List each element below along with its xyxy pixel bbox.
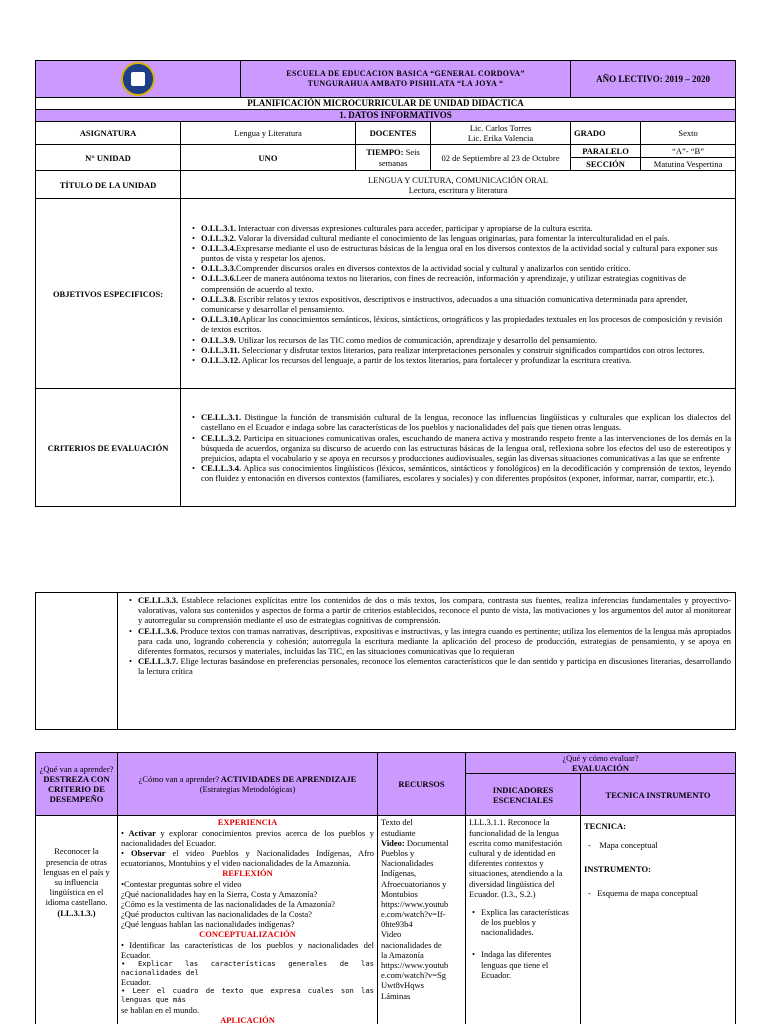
- indicadores-header: INDICADORES ESCENCIALES: [466, 774, 581, 816]
- criterios-list: [189, 412, 731, 483]
- fechas-value: 02 de Septiembre al 23 de Octubre: [431, 144, 571, 170]
- conceptualizacion-heading: CONCEPTUALIZACIÓN: [199, 929, 296, 940]
- objetivo-item: • O.LL.3.6.Leer de manera autónoma textos no literarios, con fines de recreación, información y aprendizaje, y utilizar estrategias cognitivas de comprensión de acuerdo al texto.: [201, 273, 731, 293]
- recursos-header: RECURSOS: [378, 753, 466, 816]
- paralelo-label: PARALELO: [571, 144, 641, 157]
- section-title: 1. DATOS INFORMATIVOS: [36, 109, 736, 121]
- tecnica-cell: TECNICA: - Mapa conceptual INSTRUMENTO: - Esquema de mapa conceptual: [581, 816, 736, 1024]
- paralelo-value: “A”- “B”: [641, 144, 736, 157]
- objetivos-list-cell: [181, 199, 736, 389]
- seccion-value: Matutina Vespertina: [641, 158, 736, 171]
- objetivo-item: • O.LL.3.1. Interactuar con diversas expresiones culturales para acceder, participar y apropiarse de la cultura escrita.: [201, 223, 731, 233]
- school-name: ESCUELA DE EDUCACION BASICA “GENERAL CORDOVA”: [286, 69, 525, 79]
- asignatura-value: Lengua y Literatura: [181, 121, 356, 144]
- criterio-item: • CE.LL.3.2. Participa en situaciones comunicativas orales, escuchando de manera activa y mostrando respeto frente a las intervenciones de los demás en la búsqueda de acuerdos, organiza su discurso de acuerdo con las estructuras básicas de la lengua oral, reflexiona sobre los efectos del uso de estereotipos y prejuicios, adapta el vocabulario y se apoya en recursos y producciones audiovisuales, según las diversas situaciones comunicativas a las que se enfrente: [201, 433, 731, 464]
- objetivos-label: OBJETIVOS ESPECIFICOS:: [36, 199, 181, 389]
- reflexion-question: •Contestar preguntas sobre el video: [121, 878, 242, 889]
- header-table: [35, 60, 736, 507]
- aplicacion-heading: APLICACIÓN: [220, 1014, 275, 1024]
- objetivo-item: • O.LL.3.3.Comprender discursos orales en diversos contextos de la actividad social y cultural y analizarlos con sentido crítico.: [201, 263, 731, 273]
- grado-value: Sexto: [641, 121, 736, 144]
- criterios-list-cell: [181, 389, 736, 507]
- actividades-header: ¿Cómo van a aprender? ACTIVIDADES DE APRENDIZAJE (Estrategias Metodológicas): [118, 753, 378, 816]
- tiempo-cell: TIEMPO: Seis semanas: [356, 144, 431, 170]
- destreza-header: ¿Qué van a aprender? DESTREZA CON CRITERIO DE DESEMPEÑO: [36, 753, 118, 816]
- unidad-value: UNO: [181, 144, 356, 170]
- objetivos-list: [189, 223, 731, 366]
- criterio-item: • CE.LL.3.4. Aplica sus conocimientos lingüísticos (léxicos, semánticos, sintácticos y fonológicos) en la decodificación y comprensión de textos, leyendo con fluidez y entonación en diversos contextos (familiares, escolares y sociales) y con diferentes propósitos (exponer, informar, narrar, compartir, etc.).: [201, 463, 731, 483]
- criterios-list-2: [126, 595, 731, 677]
- criterio-item: • CE.LL.3.1. Distingue la función de transmisión cultural de la lengua, reconoce las influencias lingüísticas y culturales que explican los dialectos del castellano en el Ecuador e indaga sobre las características de los pueblos y nacionalidades del país que tienen otras lenguas.: [201, 412, 731, 432]
- plan-table: [35, 752, 736, 1024]
- school-logo: [121, 62, 155, 96]
- titulo-label: TÍTULO DE LA UNIDAD: [36, 171, 181, 199]
- actividades-cell: EXPERIENCIA • Activar y explorar conocimientos previos acerca de los pueblos y nacionalidades del Ecuador. • Observar el video Pueblos y Nacionalidades Indígenas, Afro ecuatorianos, Montubios y el video nacionalidades de la Amazonía. REFLEXIÓN •Contestar preguntas sobre el video ¿Qué nacionalidades hay en la Sierra, Costa y Amazonía? ¿Cómo es la vestimenta de las nacionalidades de la Amazonía? ¿Qué productos cultivan las nacionalidades de la Costa? ¿Qué lenguas hablan las nacionalidades indígenas? CONCEPTUALIZACIÓN • Identificar las características de los pueblos y nacionalidades del Ecuador. • Explicar las características generales de las nacionalidades del Ecuador. • Leer el cuadro de texto que expresa cuales son las lenguas que más se hablan en el mundo. APLICACIÓN: [118, 816, 378, 1024]
- criterios-label: CRITERIOS DE EVALUACIÓN: [36, 389, 181, 507]
- school-logo-cell: [36, 61, 241, 98]
- objetivo-item: • O.LL.3.8. Escribir relatos y textos expositivos, descriptivos e instructivos, adecuados a una situación comunicativa determinada para aprender, comunicarse y desarrollar el pensamiento.: [201, 294, 731, 314]
- reflexion-heading: REFLEXIÓN: [222, 868, 273, 879]
- reflexion-question: ¿Cómo es la vestimenta de las nacionalidades de la Amazonía?: [121, 898, 336, 909]
- page-title: PLANIFICACIÓN MICROCURRICULAR DE UNIDAD DIDÁCTICA: [36, 98, 736, 110]
- indicadores-cell: I.LL.3.1.1. Reconoce la funcionalidad de la lengua escrita como manifestación cultural y de identidad en diferentes contextos y situaciones, atendiendo a la diversidad lingüística del Ecuador. (I.3., S.2.) • Explica las características de los pueblos y nacionalidades. • Indaga las diferentes lenguas que tiene el Ecuador.: [466, 816, 581, 1024]
- docentes-label: DOCENTES: [356, 121, 431, 144]
- objetivo-item: • O.LL.3.10.Aplicar los conocimientos semánticos, léxicos, sintácticos, ortográficos y las propiedades textuales en los procesos de composición y revisión de textos escritos.: [201, 314, 731, 334]
- grado-label: GRADO: [571, 121, 641, 144]
- objetivo-item: • O.LL.3.9. Utilizar los recursos de las TIC como medios de comunicación, aprendizaje y desarrollo del pensamiento.: [201, 335, 731, 345]
- evaluacion-header: ¿Qué y cómo evaluar? EVALUACIÓN: [466, 753, 736, 774]
- asignatura-label: ASIGNATURA: [36, 121, 181, 144]
- school-year: AÑO LECTIVO: 2019 – 2020: [571, 61, 736, 98]
- experiencia-heading: EXPERIENCIA: [217, 817, 278, 828]
- criterio-item: • CE.LL.3.3. Establece relaciones explícitas entre los contenidos de dos o más textos, los compara, contrasta sus fuentes, realiza inferencias fundamentales y proyectivo-valorativas, valora sus contenidos y aspectos de forma a partir de criterios establecidos, reconoce el punto de vista, las motivaciones y los argumentos del autor al monitorear y autorregular su comprensión mediante el uso de estrategias cognitivas de comprensión.: [138, 595, 731, 626]
- seccion-label: SECCIÓN: [571, 158, 641, 171]
- criterios-list-cell-2: [118, 593, 736, 730]
- criterios-continued-table: [35, 592, 736, 730]
- recursos-cell: Texto del estudiante Video: Documental Pueblos y Nacionalidades Indígenas, Afroecuatorianos y Montubios https://www.youtub e.com/watch?v=If- 0hte93b4 Video nacionalidades de la Amazonía https://www.youtub e.com/watch?v=Sg Uwt8vHqws Láminas: [378, 816, 466, 1024]
- titulo-value: LENGUA Y CULTURA, COMUNICACIÓN ORAL Lectura, escritura y literatura: [181, 171, 736, 199]
- reflexion-question: ¿Qué lenguas hablan las nacionalidades indígenas?: [121, 919, 295, 930]
- reflexion-question: ¿Qué nacionalidades hay en la Sierra, Costa y Amazonía?: [121, 888, 318, 899]
- docentes-value: Lic. Carlos Torres Lic. Erika Valencia: [431, 121, 571, 144]
- objetivo-item: • O.LL.3.11. Seleccionar y disfrutar textos literarios, para realizar interpretaciones personales y construir significados compartidos con otros lectores.: [201, 345, 731, 355]
- criterio-item: • CE.LL.3.7. Elige lecturas basándose en preferencias personales, reconoce los elementos característicos que le dan sentido y participa en discusiones literarias, desarrollando la lectura crítica: [138, 656, 731, 676]
- objetivo-item: • O.LL.3.12. Aplicar los recursos del lenguaje, a partir de los textos literarios, para fortalecer y profundizar la escritura creativa.: [201, 355, 731, 365]
- school-location: TUNGURAHUA AMBATO PISHILATA “LA JOYA “: [307, 79, 504, 88]
- reflexion-question: ¿Qué productos cultivan las nacionalidades de la Costa?: [121, 909, 312, 920]
- objetivo-item: • O.LL.3.4.Expresarse mediante el uso de estructuras básicas de la lengua oral en los diversos contextos de la actividad social y cultural para exponer sus puntos de vista y respetar los ajenos.: [201, 243, 731, 263]
- destreza-cell: Reconocer la presencia de otras lenguas en el país y su influencia lingüística en el idioma castellano. (LL.3.1.3.): [36, 816, 118, 1024]
- tecnica-header: TECNICA INSTRUMENTO: [581, 774, 736, 816]
- unidad-label: N° UNIDAD: [36, 144, 181, 170]
- objetivo-item: • O.LL.3.2. Valorar la diversidad cultural mediante el conocimiento de las lenguas originarias, para fomentar la interculturalidad en el país.: [201, 233, 731, 243]
- criterio-item: • CE.LL.3.6. Produce textos con tramas narrativas, descriptivas, expositivas e instructivas, y las integra cuando es pertinente; utiliza los elementos de la lengua más apropiados para cada uno, logrando coherencia y cohesión; autorregula la escritura mediante la aplicación del proceso de producción, estrategias de pensamiento, y se apoya en diferentes formatos, recursos y materiales, incluidas las TIC, en las situaciones comunicativas que lo requieran: [138, 626, 731, 657]
- reflexion-list: [121, 879, 374, 930]
